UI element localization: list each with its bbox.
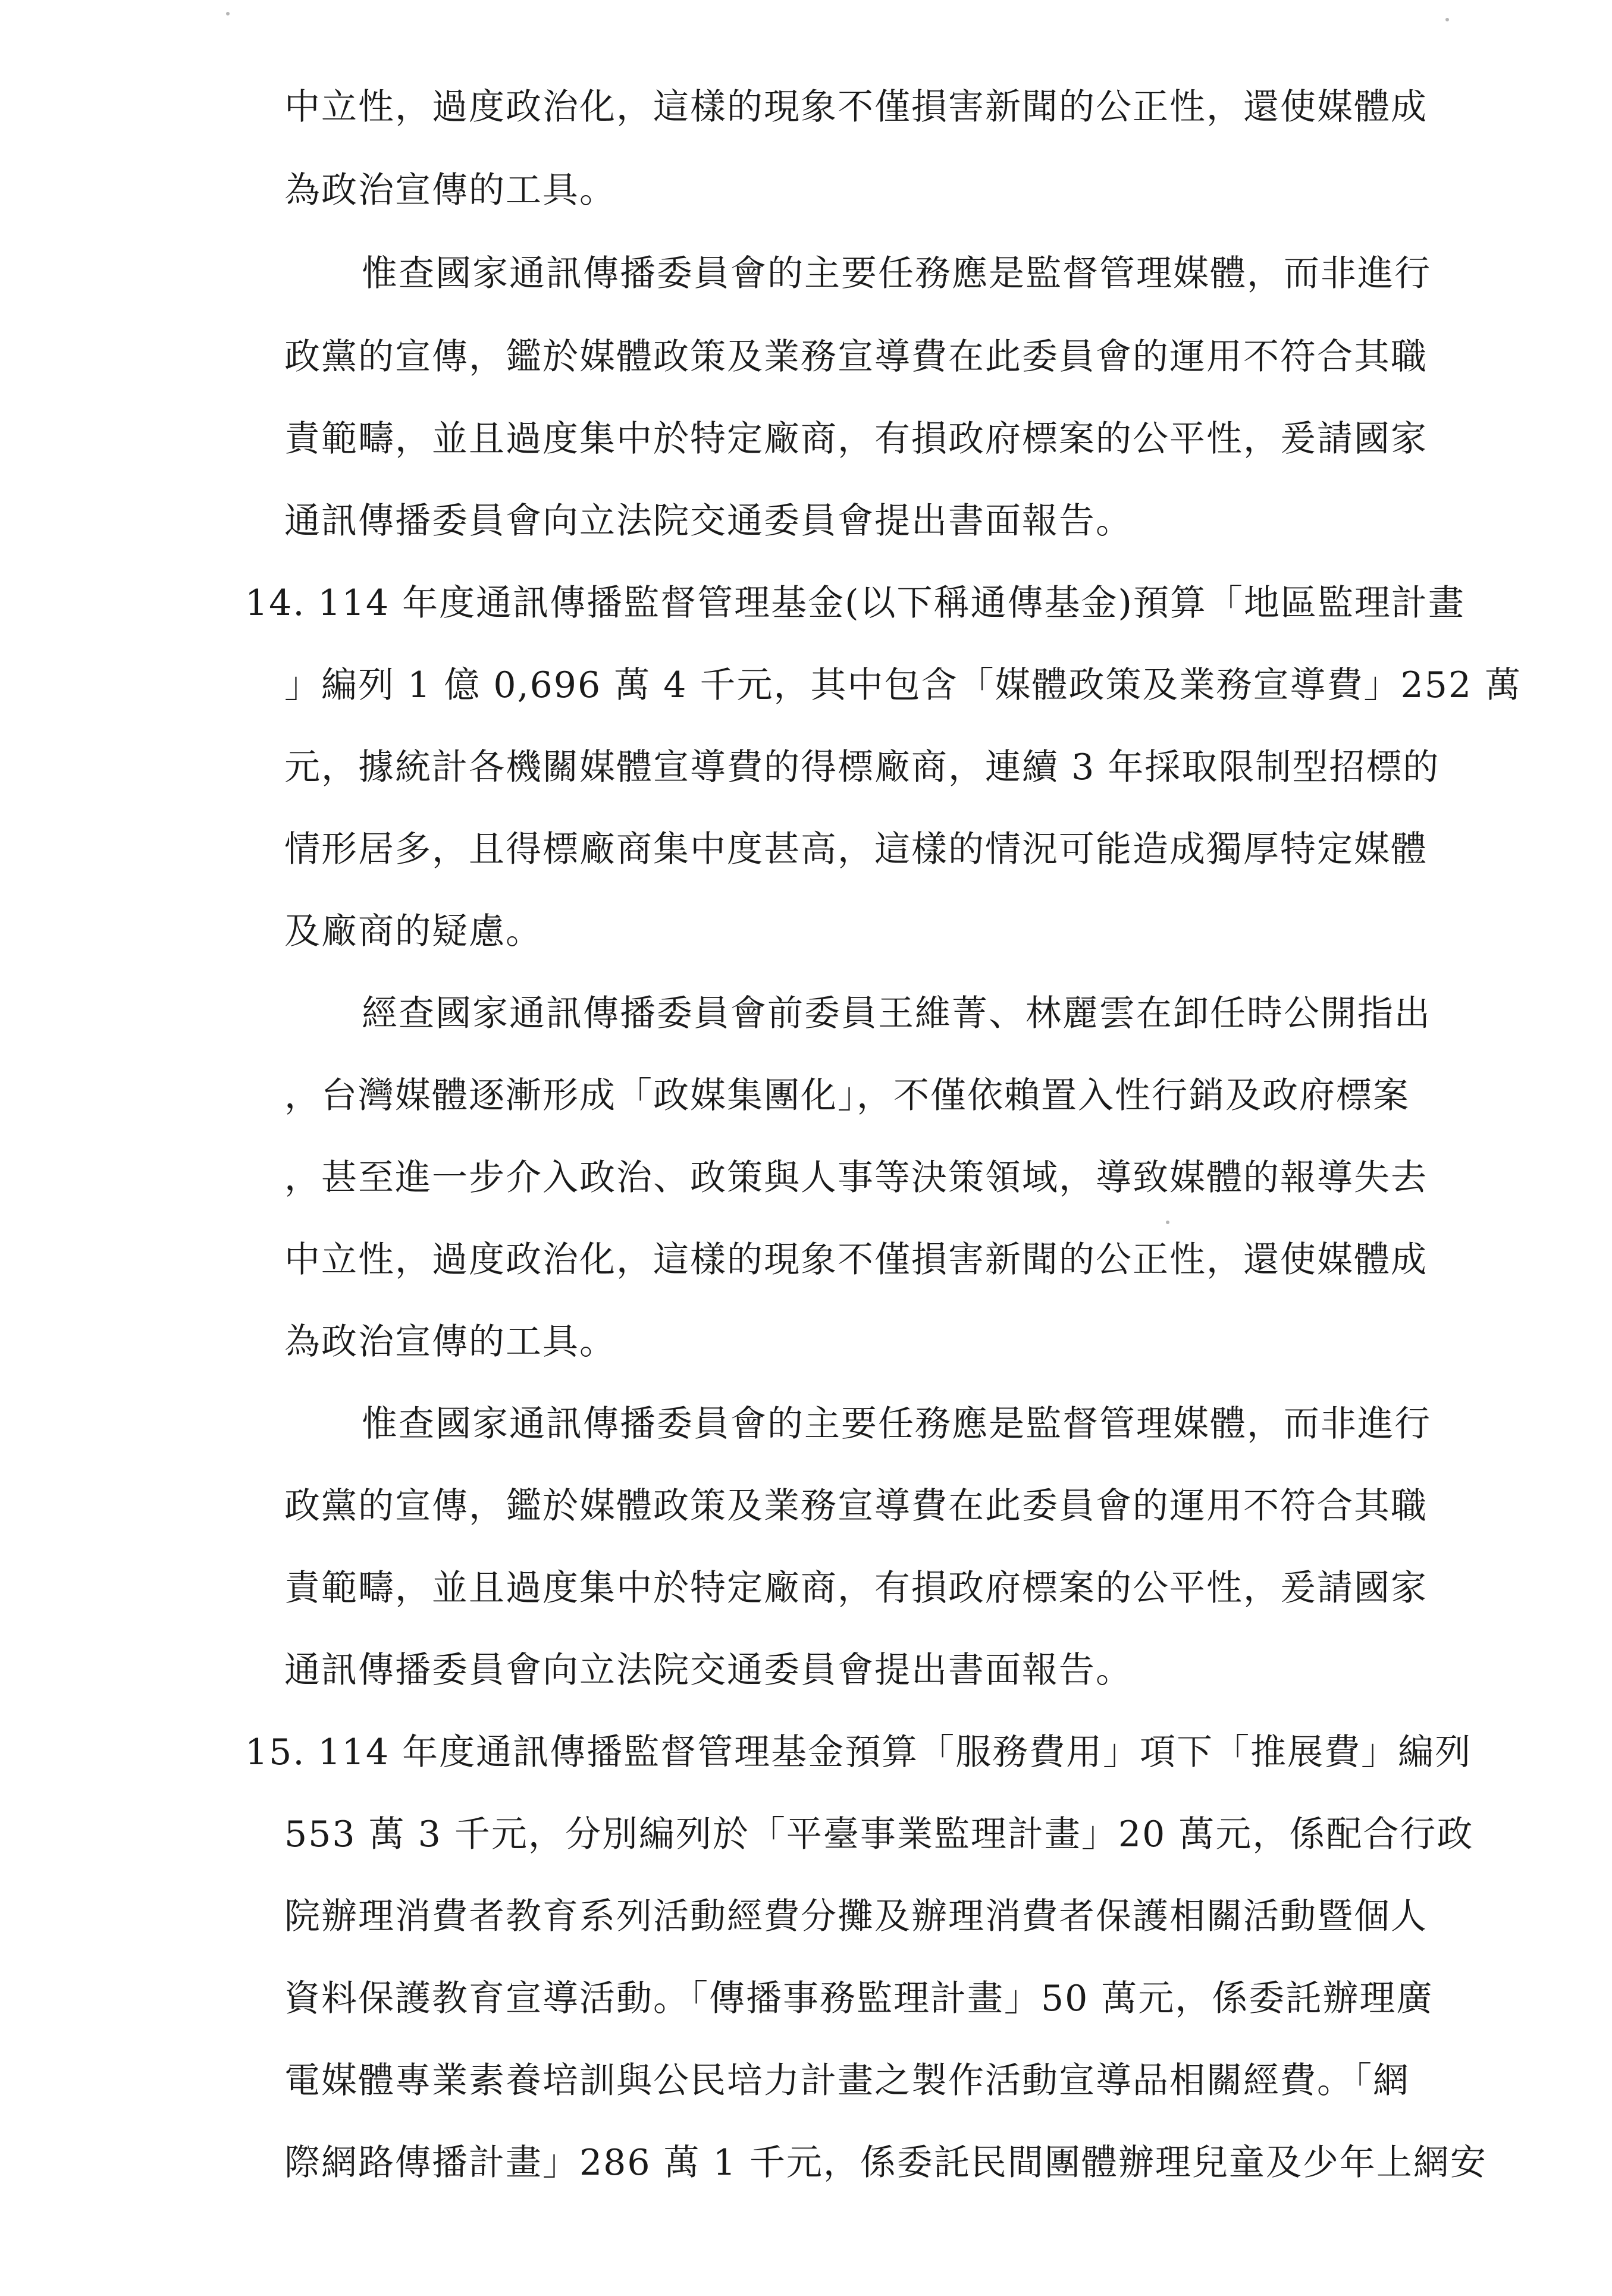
text-line: 」編列 1 億 0,696 萬 4 千元，其中包含「媒體政策及業務宣導費」252 萬 — [284, 664, 1522, 706]
text-line: 553 萬 3 千元，分別編列於「平臺事業監理計畫」20 萬元，係配合行政 — [284, 1814, 1474, 1855]
scan-speck — [1166, 1221, 1169, 1224]
text-line: 通訊傳播委員會向立法院交通委員會提出書面報告。 — [284, 500, 1133, 542]
text-line: 惟查國家通訊傳播委員會的主要任務應是監督管理媒體，而非進行 — [362, 253, 1431, 294]
text-line: 為政治宣傳的工具。 — [284, 170, 616, 211]
text-line: 經查國家通訊傳播委員會前委員王維菁、林麗雲在卸任時公開指出 — [362, 993, 1431, 1034]
list-item-14-heading: 14. 114 年度通訊傳播監督管理基金(以下稱通傳基金)預算「地區監理計畫 — [245, 582, 1465, 624]
text-line: ，甚至進一步介入政治、政策與人事等決策領域，導致媒體的報導失去 — [284, 1157, 1428, 1199]
scan-speck — [226, 12, 230, 15]
scan-speck — [1445, 18, 1449, 21]
text-line: 中立性，過度政治化，這樣的現象不僅損害新聞的公正性，還使媒體成 — [284, 86, 1428, 128]
text-line: 際網路傳播計畫」286 萬 1 千元，係委託民間團體辦理兒童及少年上網安 — [284, 2142, 1487, 2184]
text-line: 情形居多，且得標廠商集中度甚高，這樣的情況可能造成獨厚特定媒體 — [284, 829, 1428, 870]
text-line: 政黨的宣傳，鑑於媒體政策及業務宣導費在此委員會的運用不符合其職 — [284, 336, 1428, 378]
list-item-15-heading: 15. 114 年度通訊傳播監督管理基金預算「服務費用」項下「推展費」編列 — [245, 1732, 1472, 1773]
text-line: 電媒體專業素養培訓與公民培力計畫之製作活動宣導品相關經費。「網 — [284, 2060, 1410, 2101]
text-line: 責範疇，並且過度集中於特定廠商，有損政府標案的公平性，爰請國家 — [284, 418, 1428, 460]
text-line: 資料保護教育宣導活動。「傳播事務監理計畫」50 萬元，係委託辦理廣 — [284, 1978, 1434, 2019]
text-line: 惟查國家通訊傳播委員會的主要任務應是監督管理媒體，而非進行 — [362, 1403, 1431, 1445]
text-line: ，台灣媒體逐漸形成「政媒集團化」，不僅依賴置入性行銷及政府標案 — [284, 1075, 1410, 1116]
text-line: 院辦理消費者教育系列活動經費分攤及辦理消費者保護相關活動暨個人 — [284, 1896, 1428, 1937]
text-line: 為政治宣傳的工具。 — [284, 1321, 616, 1363]
text-line: 通訊傳播委員會向立法院交通委員會提出書面報告。 — [284, 1649, 1133, 1691]
text-line: 元，據統計各機關媒體宣導費的得標廠商，連續 3 年採取限制型招標的 — [284, 746, 1440, 788]
text-line: 中立性，過度政治化，這樣的現象不僅損害新聞的公正性，還使媒體成 — [284, 1239, 1428, 1281]
text-line: 及廠商的疑慮。 — [284, 911, 542, 952]
text-line: 政黨的宣傳，鑑於媒體政策及業務宣導費在此委員會的運用不符合其職 — [284, 1485, 1428, 1527]
text-line: 責範疇，並且過度集中於特定廠商，有損政府標案的公平性，爰請國家 — [284, 1567, 1428, 1609]
